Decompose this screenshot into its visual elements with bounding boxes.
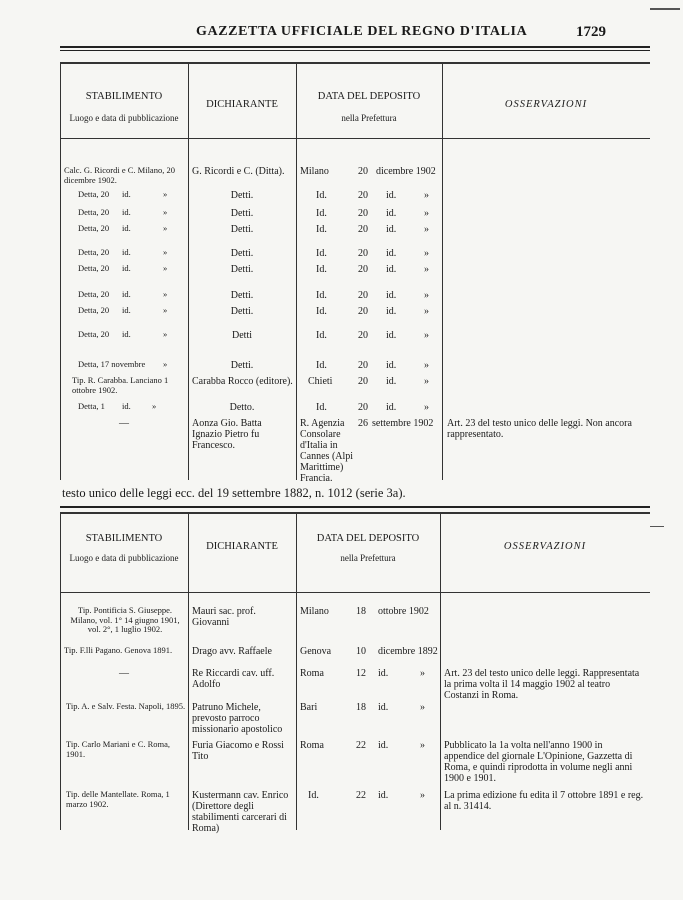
row-luogo: Bari — [300, 702, 318, 713]
row-luogo: Roma — [300, 668, 324, 679]
row-q: » — [420, 702, 425, 713]
row-stab: Detta, 20 — [78, 289, 110, 299]
row-mese: id. — [386, 360, 397, 371]
row-luogo: Id. — [308, 790, 319, 801]
row-stab: Tip. Carlo Mariani e C. Roma, 1901. — [66, 739, 171, 759]
row-dich: Carabba Rocco (editore). — [192, 376, 293, 387]
row-luogo: Id. — [316, 290, 327, 301]
row-stab: Tip. R. Carabba. Lanciano 1 ottobre 1902. — [72, 375, 169, 395]
row-stab: Tip. Pontificia S. Giuseppe. Milano, vol. 1° 14 giugno 1901, vol. 2°, 1 luglio 1902. — [70, 605, 180, 634]
row-stab: Detta, 1 — [78, 401, 105, 411]
row-q: » — [424, 190, 429, 201]
table2-rule — [60, 506, 650, 508]
row-luogo: Id. — [316, 330, 327, 341]
row-dich: Detti. — [230, 224, 254, 235]
row-stab-q: » — [163, 305, 168, 315]
row-q: » — [424, 376, 429, 387]
row-q: » — [424, 264, 429, 275]
row-oss: Pubblicato la 1a volta nell'anno 1900 in appendice del giornale L'Opinione, Gazzetta di Roma, e quindi riprodotta in volume negli anni 1900 e 1901. — [444, 740, 633, 784]
col-header-data-deposito: DATA DEL DEPOSITO — [317, 91, 421, 102]
row-giorno: 10 — [356, 646, 366, 657]
table-row-dich: G. Ricordi e C. (Ditta). — [192, 166, 285, 177]
row-dich: Re Riccardi cav. uff. Adolfo — [192, 668, 275, 690]
row-dich: Detti. — [230, 264, 254, 275]
row-dich: Drago avv. Raffaele — [192, 646, 272, 657]
row-stab-q: » — [163, 207, 168, 217]
row-mese: id. — [386, 264, 397, 275]
col-header-data-deposito: DATA DEL DEPOSITO — [316, 533, 420, 544]
row-oss: La prima edizione fu edita il 7 ottobre 1891 e reg. al n. 31414. — [444, 790, 644, 812]
row-dich: Detti. — [230, 360, 254, 371]
row-stab-q: » — [163, 329, 168, 339]
row-mese: id. — [386, 248, 397, 259]
row-oss: Art. 23 del testo unico delle leggi. Non ancora rappresentato. — [447, 418, 632, 440]
col-header-dichiarante: DICHIARANTE — [206, 541, 278, 552]
row-stab-q: » — [163, 359, 168, 369]
row-luogo: R. Agenzia Consolare d'Italia in Cannes (Alpi Marittime) Francia. — [300, 418, 354, 484]
row-luogo: Id. — [316, 264, 327, 275]
table-row-giorno: 20 — [358, 166, 368, 177]
row-luogo: Id. — [316, 306, 327, 317]
row-stab-id: id. — [122, 289, 131, 299]
row-luogo: Chieti — [308, 376, 333, 387]
interstitial-text: testo unico delle leggi ecc. del 19 settembre 1882, n. 1012 (serie 3a). — [62, 486, 406, 500]
table-1 — [60, 62, 650, 484]
row-dich: Detti. — [230, 208, 254, 219]
row-luogo: Genova — [300, 646, 332, 657]
row-dich: Detti. — [230, 290, 254, 301]
row-mese: id. — [378, 702, 389, 713]
table-row-mese: dicembre 1902 — [376, 166, 436, 177]
row-stab: Detta, 20 — [78, 189, 110, 199]
row-giorno: 22 — [356, 790, 366, 801]
row-mese: id. — [386, 290, 397, 301]
page-header — [0, 22, 683, 44]
row-q: » — [424, 306, 429, 317]
row-mese: ottobre 1902 — [378, 606, 429, 617]
row-giorno: 18 — [356, 606, 366, 617]
row-giorno: 20 — [358, 190, 368, 201]
col-header-luogo: Luogo e data di pubblicazione — [69, 113, 179, 123]
row-stab-id: id. — [122, 207, 131, 217]
row-giorno: 20 — [358, 306, 368, 317]
row-stab: Detta, 20 — [78, 263, 110, 273]
row-q: » — [424, 248, 429, 259]
col-header-osservazioni: OSSERVAZIONI — [504, 99, 588, 110]
row-q: » — [424, 208, 429, 219]
row-q: » — [424, 224, 429, 235]
row-stab-q: » — [163, 263, 168, 273]
col-header-luogo: Luogo e data di pubblicazione — [69, 553, 179, 563]
col-header-stabilimento: STABILIMENTO — [85, 91, 163, 102]
row-q: » — [420, 668, 425, 679]
row-stab: Detta, 20 — [78, 329, 110, 339]
row-stab-id: id. — [122, 305, 131, 315]
row-stab-q: » — [152, 401, 157, 411]
row-dich: Mauri sac. prof. Giovanni — [192, 606, 256, 628]
row-luogo: Id. — [316, 208, 327, 219]
page-number: 1729 — [576, 24, 606, 40]
row-oss: Art. 23 del testo unico delle leggi. Rappresentata la prima volta il 14 maggio 1902 al teatro Costanzi in Roma. — [444, 668, 640, 701]
row-stab-q: » — [163, 247, 168, 257]
row-giorno: 26 — [358, 418, 368, 429]
row-giorno: 20 — [358, 402, 368, 413]
col-header-dichiarante: DICHIARANTE — [206, 99, 278, 110]
row-stab-id: id. — [122, 223, 131, 233]
row-dich: Furia Giacomo e Rossi Tito — [192, 740, 284, 762]
header-rule-thin — [60, 50, 650, 51]
row-giorno: 20 — [358, 224, 368, 235]
row-dich: Kustermann cav. Enrico (Direttore degli stabilimenti carcerari di Roma) — [192, 790, 289, 834]
row-stab: Tip. delle Mantellate. Roma, 1 marzo 1902. — [66, 789, 170, 809]
col-header-osservazioni: OSSERVAZIONI — [503, 541, 587, 552]
row-mese: id. — [386, 402, 397, 413]
row-stab-id: id. — [122, 329, 131, 339]
row-stab: Tip. F.lli Pagano. Genova 1891. — [64, 645, 173, 655]
row-dich: Detti. — [230, 248, 254, 259]
table-row-stab: Calc. G. Ricordi e C. Milano, 20 dicembre 1902. — [64, 165, 175, 185]
row-q: » — [424, 290, 429, 301]
row-luogo: Id. — [316, 190, 327, 201]
row-mese: id. — [378, 668, 389, 679]
row-mese: id. — [378, 790, 389, 801]
row-mese: id. — [386, 190, 397, 201]
row-giorno: 20 — [358, 208, 368, 219]
col-header-prefettura: nella Prefettura — [341, 113, 397, 123]
row-stab: Detta, 20 — [78, 207, 110, 217]
scan-mark — [650, 8, 680, 10]
col-header-prefettura: nella Prefettura — [340, 553, 396, 563]
row-mese: id. — [386, 376, 397, 387]
row-stab: Detta, 20 — [78, 305, 110, 315]
row-stab-id: id. — [122, 189, 131, 199]
row-stab: Tip. A. e Salv. Festa. Napoli, 1895. — [66, 701, 186, 711]
row-mese: dicembre 1892 — [378, 646, 438, 657]
table-2 — [60, 512, 650, 834]
row-luogo: Id. — [316, 360, 327, 371]
row-mese: id. — [386, 224, 397, 235]
row-giorno: 20 — [358, 264, 368, 275]
row-q: » — [424, 330, 429, 341]
row-mese: settembre 1902 — [372, 418, 434, 429]
row-stab: Detta, 20 — [78, 223, 110, 233]
header-rule — [60, 46, 650, 48]
row-stab: — — [119, 418, 129, 429]
row-stab: — — [119, 668, 129, 679]
row-dich: Patruno Michele, prevosto parroco missionario apostolico — [192, 702, 283, 735]
row-luogo: Id. — [316, 402, 327, 413]
row-luogo: Milano — [300, 606, 329, 617]
row-giorno: 22 — [356, 740, 366, 751]
row-stab-id: id. — [122, 401, 131, 411]
row-q: » — [424, 360, 429, 371]
row-dich: Aonza Gio. Batta Ignazio Pietro fu Francesco. — [192, 418, 262, 451]
row-stab-id: id. — [122, 247, 131, 257]
row-luogo: Roma — [300, 740, 324, 751]
row-luogo: Id. — [316, 224, 327, 235]
scan-mark-2 — [650, 526, 664, 527]
row-dich: Detto. — [229, 402, 255, 413]
row-mese: id. — [378, 740, 389, 751]
row-dich: Detti. — [230, 306, 254, 317]
row-giorno: 20 — [358, 360, 368, 371]
row-dich: Detti. — [230, 190, 254, 201]
row-giorno: 20 — [358, 330, 368, 341]
row-giorno: 12 — [356, 668, 366, 679]
row-giorno: 20 — [358, 376, 368, 387]
row-stab: Detta, 20 — [78, 247, 110, 257]
row-q: » — [420, 790, 425, 801]
table-row-luogo: Milano — [300, 166, 329, 177]
row-giorno: 18 — [356, 702, 366, 713]
row-giorno: 20 — [358, 290, 368, 301]
row-stab: Detta, 17 novembre — [78, 359, 146, 369]
row-mese: id. — [386, 306, 397, 317]
row-stab-q: » — [163, 289, 168, 299]
row-stab-q: » — [163, 189, 168, 199]
row-stab-q: » — [163, 223, 168, 233]
row-dich: Detti — [232, 330, 252, 341]
row-q: » — [424, 402, 429, 413]
row-stab-id: id. — [122, 263, 131, 273]
col-header-stabilimento: STABILIMENTO — [85, 533, 163, 544]
row-q: » — [420, 740, 425, 751]
row-giorno: 20 — [358, 248, 368, 259]
page-title: GAZZETTA UFFICIALE DEL REGNO D'ITALIA — [196, 24, 528, 39]
row-mese: id. — [386, 330, 397, 341]
row-mese: id. — [386, 208, 397, 219]
row-luogo: Id. — [316, 248, 327, 259]
